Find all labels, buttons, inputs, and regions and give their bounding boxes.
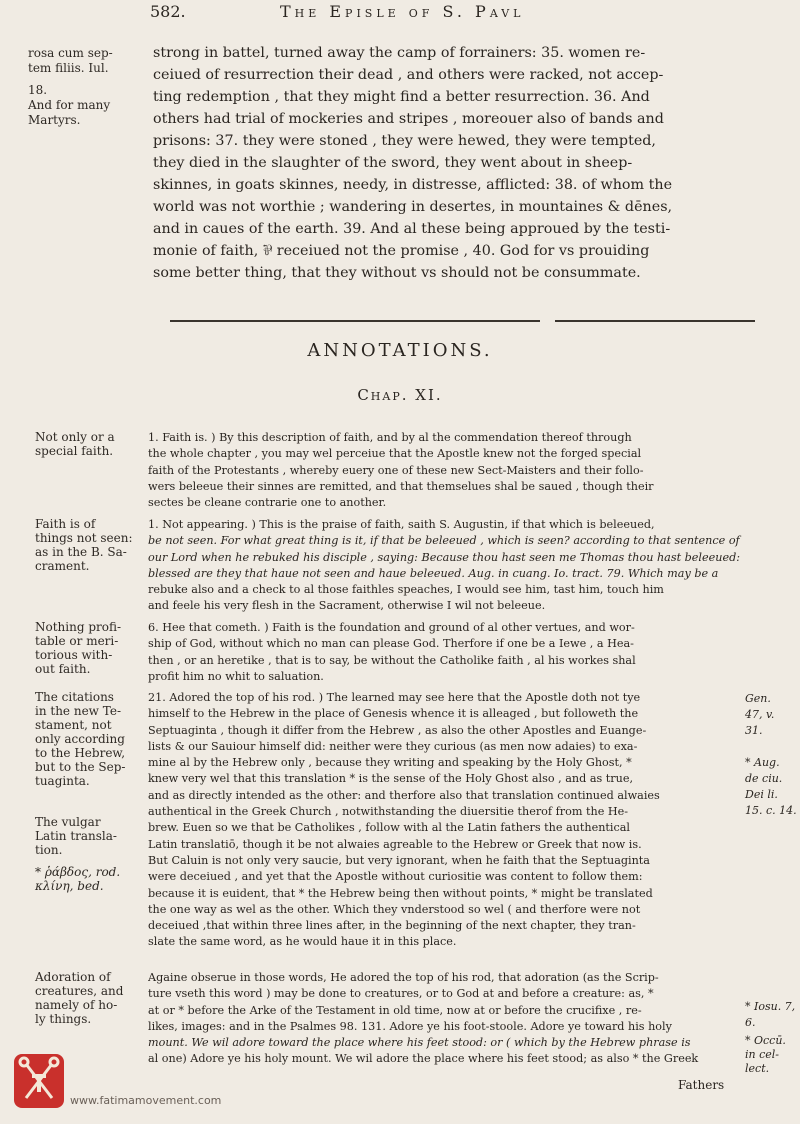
chapter-heading: Chap. XI. xyxy=(357,386,443,404)
body-line: and in caues of the earth. 39. And al these being approued by the testi- xyxy=(153,221,671,237)
annotation-line: sectes be cleane contrarie one to another. xyxy=(148,496,387,510)
body-line: monie of faith, ⅌ receiued not the promise , 40. God for vs prouiding xyxy=(153,243,650,259)
papal-keys-logo xyxy=(12,1052,66,1110)
annotation-line: 6. Hee that cometh. ) Faith is the foundation and ground of al other vertues, and wor- xyxy=(148,621,635,634)
annotation-line: Againe obserue in those words, He adored the top of his rod, that adoration (as the Scrip- xyxy=(148,971,659,984)
annotation-paragraph xyxy=(148,517,744,615)
page-number: 582. xyxy=(150,2,186,21)
body-line: world was not worthie ; wandering in desertes, in mountaines & dēnes, xyxy=(153,199,673,215)
annotation-line: profit him no whit to saluation. xyxy=(148,669,324,683)
annotation-line: 1. Not appearing. ) This is the praise of faith, saith S. Augustin, if that which is beleeued, xyxy=(148,518,655,531)
margin-note: And for many xyxy=(28,98,111,112)
annotation-line: then , or an heretike , that is to say, be without the Catholike faith , al his workes shal xyxy=(148,653,636,667)
annotation-line: knew very wel that this translation * is the sense of the Holy Ghost also , and as true, xyxy=(148,772,634,786)
side-note: Not only or a special faith. xyxy=(35,430,115,458)
annotation-paragraph xyxy=(148,970,744,1068)
right-reference: Gen. xyxy=(745,692,771,705)
annotation-line: himself to the Hebrew in the place of Genesis whence it is alleaged , but followeth the xyxy=(148,707,639,721)
running-title: The Episle of S. Pavl xyxy=(280,2,525,21)
right-reference: in cel- xyxy=(745,1048,780,1061)
right-reference: * Aug. xyxy=(745,756,780,769)
margin-note: tem filiis. Iul. xyxy=(28,61,109,75)
annotation-line: blessed are they that haue not seen and haue beleeued. Aug. in cuang. Io. tract. 79. Which may be a xyxy=(148,566,719,580)
divider-rule xyxy=(555,320,755,322)
body-line: they died in the slaughter of the sword, they went about in sheep- xyxy=(153,155,633,171)
side-note: The citations in the new Te- stament, not only according to the Hebrew, but to the Sep- tuaginta. xyxy=(35,690,126,788)
annotation-line: faith of the Protestants , whereby euery one of these new Sect-Maisters and their follo- xyxy=(148,463,644,477)
annotation-line: mine al by the Hebrew only , because they writing and speaking by the Holy Ghost, * xyxy=(148,756,632,770)
annotation-line: and as directly intended as the other: and therfore also that translation continued alwaies xyxy=(148,788,660,802)
right-reference: 31. xyxy=(745,724,763,737)
annotation-line: because it is euident, that * the Hebrew being then without points, * might be translated xyxy=(148,886,653,900)
annotation-line: al one) Adore ye his holy mount. We wil adore the place where his feet stood; as also * the Greek xyxy=(148,1052,699,1066)
side-note: * ῥάβδος, rod. κλίνη, bed. xyxy=(35,865,121,893)
catchword: Fathers xyxy=(678,1078,725,1092)
running-header xyxy=(150,2,750,26)
margin-note: Martyrs. xyxy=(28,113,81,127)
annotation-paragraph xyxy=(148,620,744,685)
annotation-line: rebuke also and a check to al those faithles speaches, I would see him, tast him, touch him xyxy=(148,583,664,597)
scripture-body xyxy=(153,42,743,284)
annotation-line: be not seen. For what great thing is it, if that be beleeued , which is seen? according to that sentence of xyxy=(148,534,740,548)
side-note: Nothing profi- table or meri- torious with- out faith. xyxy=(35,620,122,676)
annotation-line: 1. Faith is. ) By this description of faith, and by al the commendation thereof through xyxy=(148,431,632,444)
annotation-paragraph xyxy=(148,430,744,511)
annotation-line: 21. Adored the top of his rod. ) The learned may see here that the Apostle doth not tye xyxy=(148,691,641,704)
margin-note: rosa cum sep- xyxy=(28,46,113,60)
annotation-line: the whole chapter , you may wel perceiue that the Apostle knew not the forged special xyxy=(148,447,642,461)
annotation-line: ship of God, without which no man can please God. Therfore if one be a Iewe , a Hea- xyxy=(148,637,634,651)
annotation-line: Latin translatiō, though it be not alwaies agreable to the Hebrew or Greek that now is. xyxy=(148,837,642,851)
annotation-line: lists & our Sauiour himself did: neither were they curious (as men now adaies) to exa- xyxy=(148,739,638,753)
annotations-heading: ANNOTATIONS. xyxy=(307,340,493,361)
annotation-line: the one way as wel as the other. Which they vnderstood so wel ( and therfore were not xyxy=(148,902,641,916)
right-reference: 15. c. 14. xyxy=(745,804,797,817)
annotation-line: our Lord when he rebuked his disciple , saying: Because thou hast seen me Thomas thou hast beleeued: xyxy=(148,550,741,564)
side-note: Adoration of creatures, and namely of ho- ly things. xyxy=(35,970,124,1026)
right-reference: * Occū. xyxy=(745,1034,786,1047)
footer-link[interactable]: www.fatimamovement.com xyxy=(70,1094,222,1107)
side-note: Faith is of things not seen: as in the B. Sa- crament. xyxy=(35,517,133,573)
body-line: prisons: 37. they were stoned , they were hewed, they were tempted, xyxy=(153,133,656,149)
right-reference: * Iosu. 7, xyxy=(745,1000,796,1013)
annotation-line: brew. Euen so we that be Catholikes , follow with al the Latin fathers the authentical xyxy=(148,821,630,835)
right-reference: 6. xyxy=(745,1016,756,1029)
right-reference: lect. xyxy=(745,1062,770,1075)
body-line: others had trial of mockeries and stripes , moreouer also of bands and xyxy=(153,111,664,127)
annotation-line: deceiued ,that within three lines after, in the beginning of the next chapter, they tran- xyxy=(148,919,636,933)
annotation-line: and feele his very flesh in the Sacrament, otherwise I wil not beleeue. xyxy=(148,599,546,613)
annotation-line: But Caluin is not only very saucie, but very ignorant, when he faith that the Septuaginta xyxy=(148,853,650,867)
annotation-paragraph xyxy=(148,690,744,951)
annotation-line: authentical in the Greek Church , notwithstanding the diuersitie therof from the He- xyxy=(148,805,629,819)
annotation-line: were deceiued , and yet that the Apostle without curiositie was content to follow them: xyxy=(148,870,643,884)
annotation-line: slate the same word, as he would haue it in this place. xyxy=(148,935,457,949)
side-note: The vulgar Latin transla- tion. xyxy=(35,815,117,857)
right-reference: 47, v. xyxy=(745,708,775,721)
right-reference: de ciu. xyxy=(745,772,783,785)
annotation-line: ture vseth this word ) may be done to creatures, or to God at and before a creature: as, * xyxy=(148,987,654,1001)
body-line: skinnes, in goats skinnes, needy, in distresse, afflicted: 38. of whom the xyxy=(153,177,673,193)
annotation-line: Septuaginta , though it differ from the Hebrew , as also the other Apostles and Euange- xyxy=(148,723,647,737)
annotation-line: mount. We wil adore toward the place where his feet stood: or ( which by the Hebrew phrase is xyxy=(148,1036,691,1050)
divider-rule xyxy=(170,320,540,322)
body-line: strong in battel, turned away the camp of forrainers: 35. women re- xyxy=(153,45,646,61)
annotation-line: wers beleeue their sinnes are remitted, and that themselues shal be saued , though their xyxy=(148,479,654,493)
annotation-line: at or * before the Arke of the Testament in old time, now at or before the crucifixe , re- xyxy=(148,1003,642,1017)
right-reference: Dei li. xyxy=(745,788,778,801)
margin-note: 18. xyxy=(28,83,48,97)
body-line: ting redemption , that they might find a better resurrection. 36. And xyxy=(153,89,650,105)
body-line: ceiued of resurrection their dead , and others were racked, not accep- xyxy=(153,67,664,83)
annotation-line: likes, images: and in the Psalmes 98. 131. Adore ye his foot-stoole. Adore ye toward his holy xyxy=(148,1019,672,1033)
body-line: some better thing, that they without vs should not be consummate. xyxy=(153,265,641,281)
